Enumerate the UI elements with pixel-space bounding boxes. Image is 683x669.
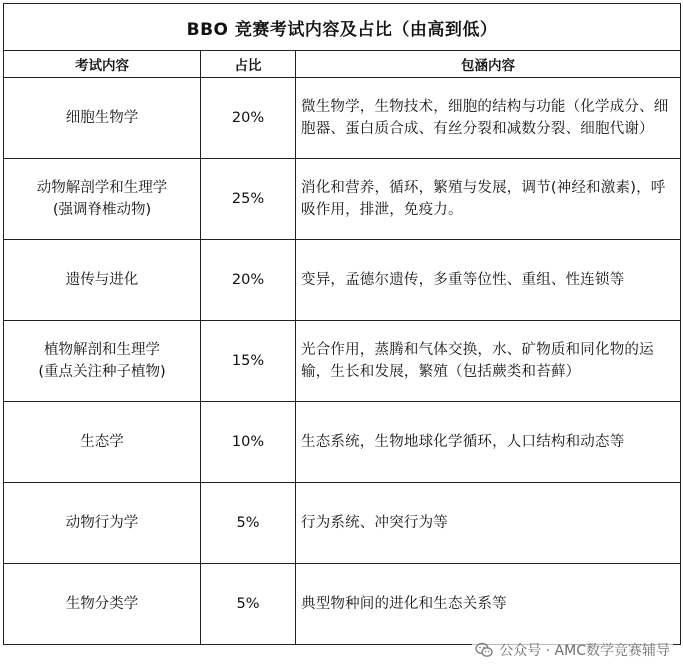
row-content: 微生物学，生物技术，细胞的结构与功能（化学成分、细胞器、蛋白质合成、有丝分裂和减数分裂、细胞代谢） xyxy=(296,78,681,159)
row-percentage: 5% xyxy=(201,564,296,645)
row-percentage: 20% xyxy=(201,240,296,321)
table-row xyxy=(4,402,681,483)
wechat-icon xyxy=(475,642,493,658)
row-content: 行为系统、冲突行为等 xyxy=(296,483,681,564)
table-row xyxy=(4,78,681,159)
row-category-label: 遗传与进化 xyxy=(65,272,139,288)
row-category-label: 动物解剖学和生理学 xyxy=(36,180,168,196)
header-category: 考试内容 xyxy=(4,51,201,78)
row-category-label: 细胞生物学 xyxy=(65,110,139,126)
row-percentage: 25% xyxy=(201,159,296,240)
row-category xyxy=(4,78,201,159)
header-content: 包涵内容 xyxy=(296,51,681,78)
table-row xyxy=(4,564,681,645)
row-category-label: 生物分类学 xyxy=(65,596,139,612)
row-category xyxy=(4,159,201,240)
row-category xyxy=(4,402,201,483)
table-row xyxy=(4,321,681,402)
row-content: 消化和营养，循环，繁殖与发展，调节(神经和激素)，呼吸作用，排泄，免疫力。 xyxy=(296,159,681,240)
watermark-text: 公众号 · AMC数学竞赛辅导 xyxy=(499,643,670,659)
row-percentage: 5% xyxy=(201,483,296,564)
row-percentage: 10% xyxy=(201,402,296,483)
row-category xyxy=(4,564,201,645)
table-row xyxy=(4,159,681,240)
table-title: BBO 竞赛考试内容及占比（由高到低） xyxy=(4,4,681,51)
row-category-label: 动物行为学 xyxy=(65,515,139,531)
row-content: 光合作用，蒸腾和气体交换，水、矿物质和同化物的运输，生长和发展，繁殖（包括蕨类和苔藓） xyxy=(296,321,681,402)
row-category-note: (强调脊椎动物) xyxy=(52,202,152,218)
row-category-label: 植物解剖和生理学 xyxy=(44,342,160,358)
exam-content-table-wrapper xyxy=(3,3,680,645)
table-row xyxy=(4,483,681,564)
row-category-note: (重点关注种子植物) xyxy=(38,364,166,380)
row-percentage: 15% xyxy=(201,321,296,402)
exam-content-table xyxy=(3,3,681,645)
row-content: 变异，孟德尔遗传，多重等位性、重组、性连锁等 xyxy=(296,240,681,321)
watermark xyxy=(472,639,673,661)
row-percentage: 20% xyxy=(201,78,296,159)
table-row xyxy=(4,240,681,321)
row-category-label: 生态学 xyxy=(80,434,124,450)
row-category xyxy=(4,321,201,402)
row-content: 典型物种间的进化和生态关系等 xyxy=(296,564,681,645)
header-percentage: 占比 xyxy=(201,51,296,78)
row-content: 生态系统，生物地球化学循环，人口结构和动态等 xyxy=(296,402,681,483)
row-category xyxy=(4,483,201,564)
row-category xyxy=(4,240,201,321)
